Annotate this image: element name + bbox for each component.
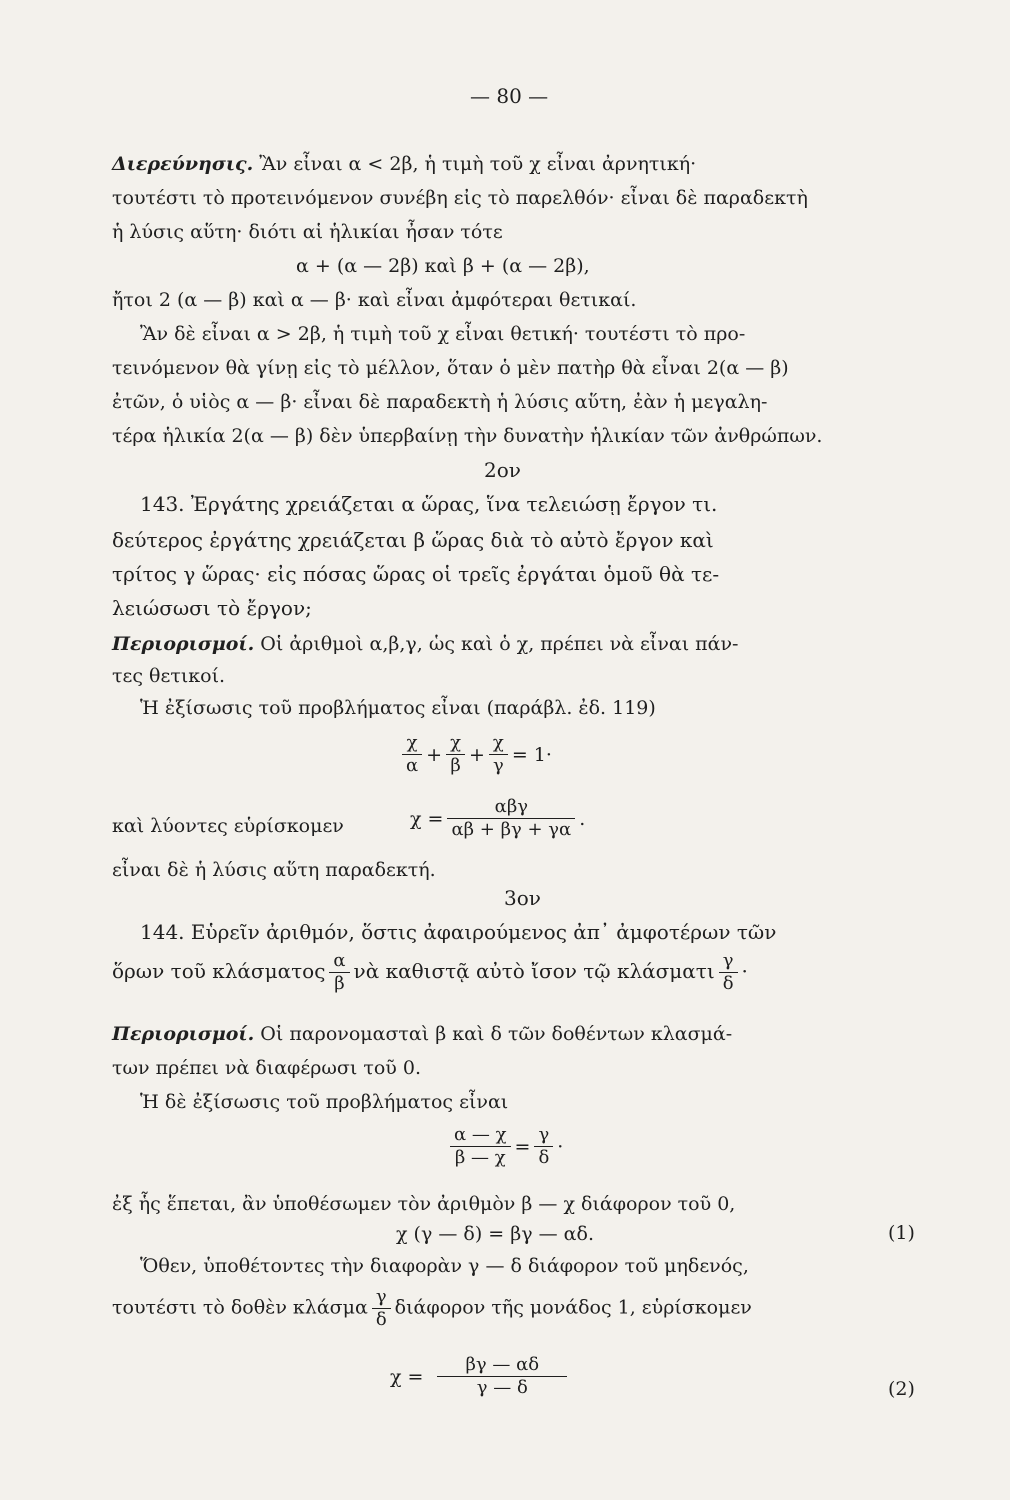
discussion-heading: Διερεύνησις. (112, 153, 254, 175)
section-2-heading: 2ον (484, 458, 521, 482)
equation-2-number: (2) (888, 1378, 915, 1400)
problem-143-line-3: τρίτος γ ὥρας· εἰς πόσας ὥρας οἱ τρεῖς ἐργάται ὁμοῦ θὰ τε- (112, 562, 720, 586)
discussion-line-1 (112, 152, 696, 176)
fraction-a-minus-x-over-b-minus-x: $\frac{\alpha — \chi}{\beta — \chi}$ (450, 1124, 511, 1169)
page-number: — 80 — (470, 84, 549, 108)
problem-144-line-2: ὅρων τοῦ κλάσματος $\frac{\alpha}{\beta}$ νὰ καθιστᾷ αὐτὸ ἴσον τῷ κλάσματι $\frac{\gamma}{\delta}$ · (112, 950, 748, 994)
problem-143-line-1: 143. Ἐργάτης χρειάζεται α ὥρας, ἵνα τελειώσῃ ἔργον τι. (140, 492, 718, 516)
discussion-line-2: τουτέστι τὸ προτεινόμενον συνέβη εἰς τὸ παρελθόν· εἶναι δὲ παραδεκτὴ (112, 187, 808, 209)
final-fraction: $\frac{\beta\gamma — \alpha\delta}{\gamma — \delta}$ (437, 1354, 567, 1399)
hence-line-1: Ὅθεν, ὑποθέτοντες τὴν διαφορὰν γ — δ διάφορον τοῦ μηδενός, (140, 1255, 749, 1277)
equation-1-number: (1) (888, 1222, 915, 1244)
equation-1: χ (γ — δ) = βγ — αδ. (396, 1223, 594, 1245)
fraction-g-over-d-given: $\frac{\gamma}{\delta}$ (372, 1286, 391, 1331)
discussion-line-6: Ἂν δὲ εἶναι α > 2β, ἡ τιμὴ τοῦ χ εἶναι θετική· τουτέστι τὸ προ- (140, 323, 746, 345)
solve-text-143: καὶ λύοντες εὑρίσκομεν (112, 815, 344, 837)
equation-143: $\frac{\chi}{\alpha}$ + $\frac{\chi}{\beta}$ + $\frac{\chi}{\gamma}$ = 1· (398, 732, 552, 777)
fraction-a-over-b: $\frac{\alpha}{\beta}$ (329, 950, 349, 995)
discussion-line-4: α + (α — 2β) καὶ β + (α — 2β), (296, 255, 590, 277)
problem-143-line-4: λειώσωσι τὸ ἔργον; (112, 596, 312, 620)
restrictions-144-heading: Περιορισμοί. (112, 1023, 255, 1045)
discussion-line-3: ἡ λύσις αὕτη· διότι αἱ ἡλικίαι ἦσαν τότε (112, 221, 503, 243)
fraction-g-over-d: $\frac{\gamma}{\delta}$ (719, 950, 738, 995)
section-3-heading: 3ον (504, 886, 541, 910)
discussion-line-1-text: Ἂν εἶναι α < 2β, ἡ τιμὴ τοῦ χ εἶναι ἀρνητική· (259, 153, 697, 175)
solution-143: χ = $\frac{\text{αβγ}}{\alpha\beta + \beta\gamma + \gamma\alpha}$ . (410, 796, 586, 840)
problem-144-line-1: 144. Εὑρεῖν ἀριθμόν, ὅστις ἀφαιρούμενος ἀπ᾽ ἀμφοτέρων τῶν (140, 920, 777, 944)
restrictions-143-heading: Περιορισμοί. (112, 633, 255, 655)
discussion-line-9: τέρα ἡλικία 2(α — β) δὲν ὑπερβαίνῃ τὴν δυνατὴν ἡλικίαν τῶν ἀνθρώπων. (112, 425, 823, 447)
problem-143-line-2: δεύτερος ἐργάτης χρειάζεται β ὥρας διὰ τὸ αὐτὸ ἔργον καὶ (112, 528, 714, 552)
acceptance-143: εἶναι δὲ ἡ λύσις αὕτη παραδεκτή. (112, 859, 436, 881)
hence-line-2: τουτέστι τὸ δοθὲν κλάσμα $\frac{\gamma}{\delta}$ διάφορον τῆς μονάδος 1, εὑρίσκομεν (112, 1286, 752, 1330)
restrictions-143-line-2: τες θετικοί. (112, 665, 226, 687)
fraction-x-over-a: $\frac{\chi}{\alpha}$ (402, 732, 422, 777)
fraction-g-over-d-rhs: $\frac{\gamma}{\delta}$ (534, 1124, 553, 1169)
restrictions-144-line-1 (112, 1022, 732, 1046)
solution-fraction: $\frac{\text{αβγ}}{\alpha\beta + \beta\gamma + \gamma\alpha}$ (447, 796, 575, 841)
fraction-x-over-g: $\frac{\chi}{\gamma}$ (489, 732, 508, 777)
restrictions-143-text: Οἱ ἀριθμοὶ α,β,γ, ὡς καὶ ὁ χ, πρέπει νὰ εἶναι πάν- (260, 633, 739, 655)
discussion-line-7: τεινόμενον θὰ γίνῃ εἰς τὸ μέλλον, ὅταν ὁ μὲν πατὴρ θὰ εἶναι 2(α — β) (112, 357, 789, 379)
fraction-x-over-b: $\frac{\chi}{\beta}$ (446, 732, 465, 777)
discussion-line-5: ἤτοι 2 (α — β) καὶ α — β· καὶ εἶναι ἀμφότεραι θετικαί. (112, 289, 637, 311)
derivation-text: ἐξ ἧς ἕπεται, ἂν ὑποθέσωμεν τὸν ἀριθμὸν β — χ διάφορον τοῦ 0, (112, 1193, 736, 1215)
restrictions-143-line-1 (112, 632, 738, 656)
restrictions-144-line-2: των πρέπει νὰ διαφέρωσι τοῦ 0. (112, 1057, 421, 1079)
restrictions-144-text: Οἱ παρονομασταὶ β καὶ δ τῶν δοθέντων κλασμά- (260, 1023, 733, 1045)
final-solution: χ = $\frac{\beta\gamma — \alpha\delta}{\gamma — \delta}$ (390, 1354, 571, 1399)
equation-intro-143: Ἡ ἐξίσωσις τοῦ προβλήματος εἶναι (παράβλ. ἐδ. 119) (140, 697, 656, 719)
equation-144: $\frac{\alpha — \chi}{\beta — \chi}$ = $\frac{\gamma}{\delta}$ · (446, 1124, 563, 1169)
equation-intro-144: Ἡ δὲ ἐξίσωσις τοῦ προβλήματος εἶναι (140, 1091, 509, 1113)
discussion-line-8: ἐτῶν, ὁ υἱὸς α — β· εἶναι δὲ παραδεκτὴ ἡ λύσις αὕτη, ἐὰν ἡ μεγαλη- (112, 391, 768, 413)
